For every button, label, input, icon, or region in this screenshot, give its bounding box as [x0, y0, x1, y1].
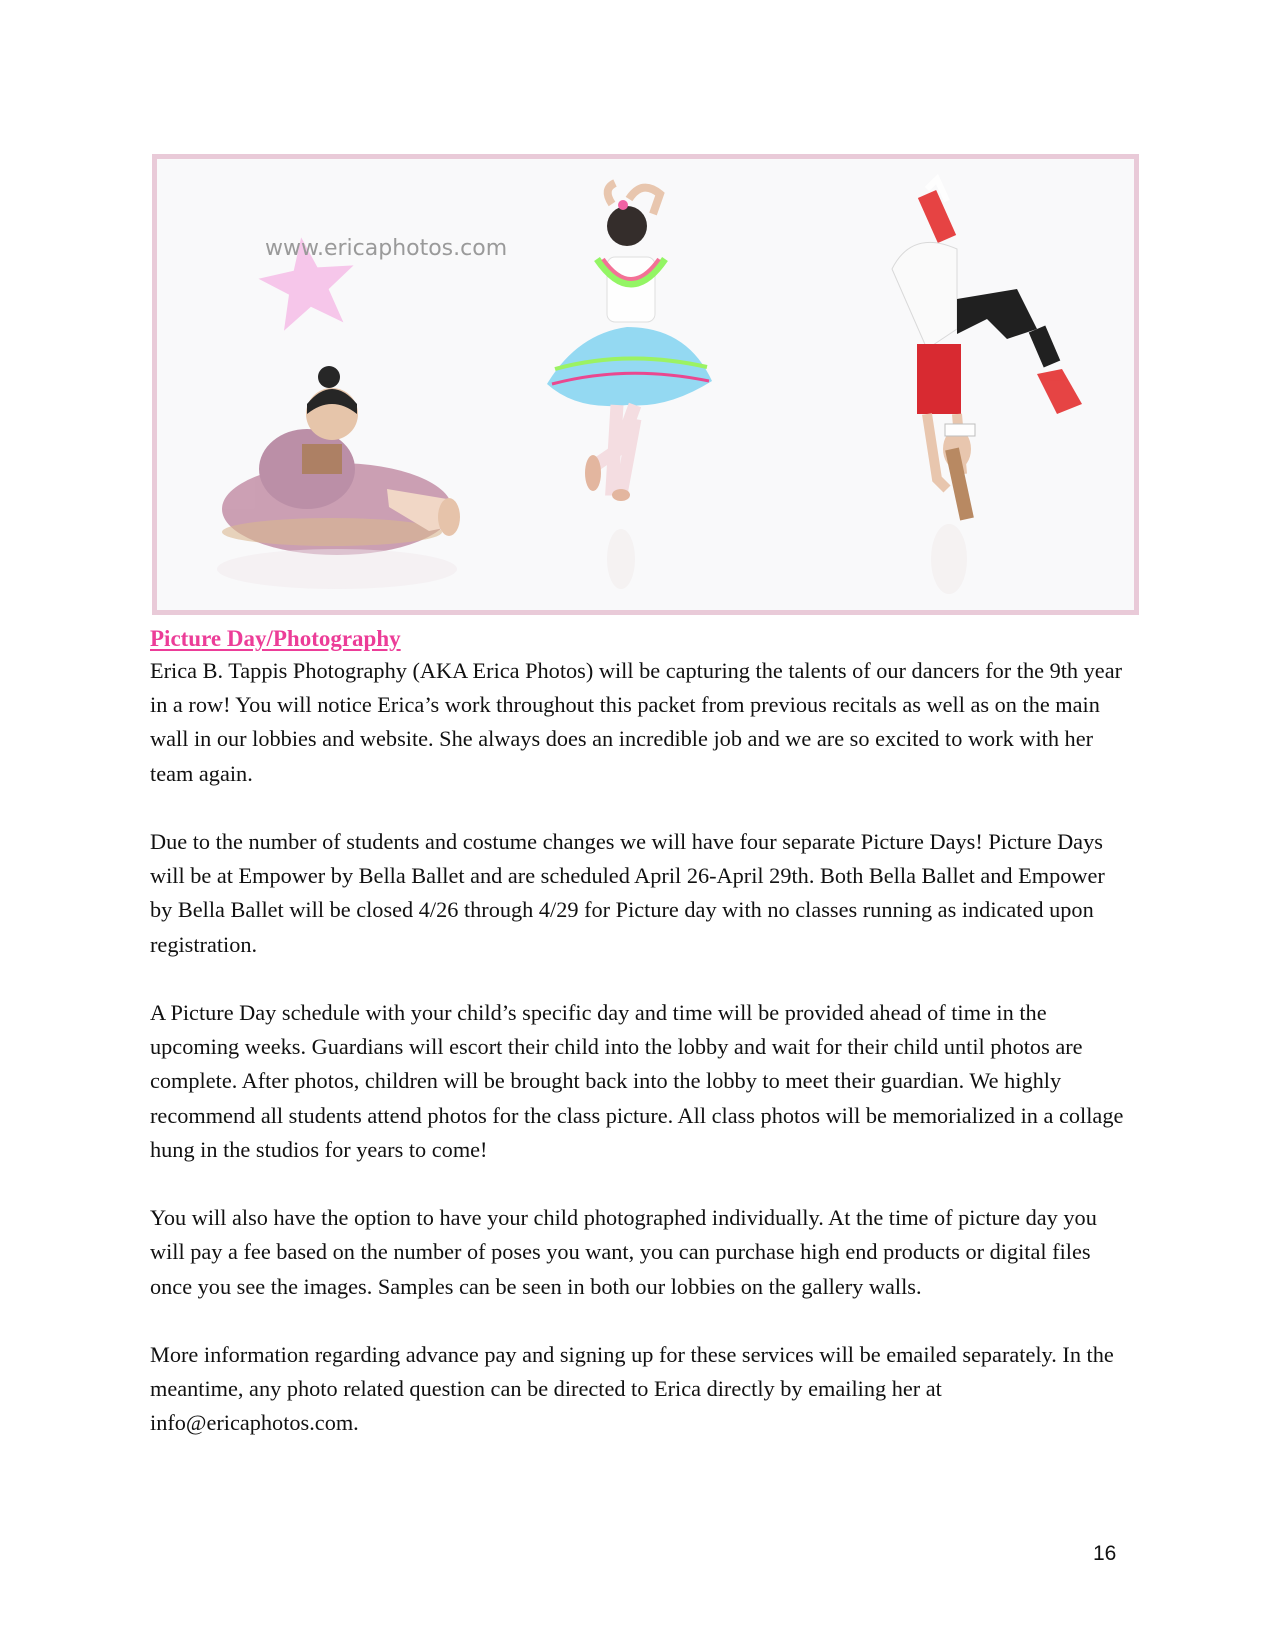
paragraph-photographer-intro: Erica B. Tappis Photography (AKA Erica Photos) will be capturing the talents of our dancers for the 9th year in a row! You will notice Erica’s work throughout this packet from previous recitals as well as on the main wall in our lobbies and website. She always does an incredible job and we are so excited to work with her team again. [150, 658, 1123, 786]
paragraph-contact: More information regarding advance pay and signing up for these services will be emailed separately. In the meantime, any photo related question can be directed to Erica directly by emailing her at info@ericaphotos.com. [150, 1342, 1114, 1436]
dancers-illustration [157, 159, 1134, 610]
paragraph-schedule: A Picture Day schedule with your child’s specific day and time will be provided ahead of time in the upcoming weeks. Guardians will escort their child into the lobby and wait for their child until photos are complete. After photos, children will be brought back into the lobby to meet their guardian. We highly recommend all students attend photos for the class picture. All class photos will be memorialized in a collage hung in the studios for years to come! [150, 1000, 1124, 1162]
picture-day-section [150, 624, 1130, 1441]
paragraph-spacer [150, 962, 1130, 996]
dancers-photo [152, 154, 1139, 615]
section-heading: Picture Day/Photography [150, 626, 401, 651]
watermark-text: www.ericaphotos.com [265, 236, 508, 261]
paragraph-spacer [150, 1167, 1130, 1201]
page-number: 16 [1093, 1542, 1117, 1565]
paragraph-spacer [150, 1304, 1130, 1338]
paragraph-picture-days: Due to the number of students and costume changes we will have four separate Picture Days! Picture Days will be at Empower by Bella Ballet and are scheduled April 26-April 29th. Both Bella Ballet and Empower by Bella Ballet will be closed 4/26 through 4/29 for Picture day with no classes running as indicated upon registration. [150, 829, 1105, 957]
paragraph-individual-photos: You will also have the option to have your child photographed individually. At the time of picture day you will pay a fee based on the number of poses you want, you can purchase high end products or digital files once you see the images. Samples can be seen in both our lobbies on the gallery walls. [150, 1205, 1097, 1299]
paragraph-spacer [150, 791, 1130, 825]
